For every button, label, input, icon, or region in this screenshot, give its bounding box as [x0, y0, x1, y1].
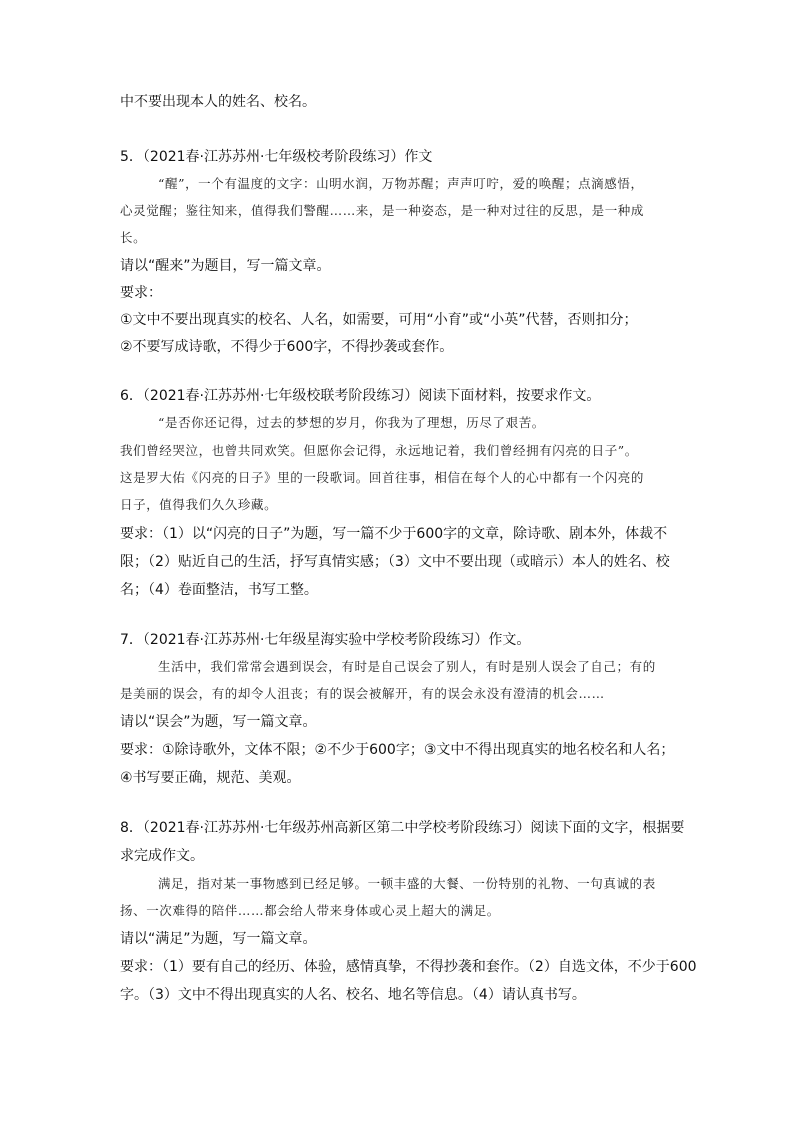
question-5-heading: 5．（2021春·江苏苏州·七年级校考阶段练习）作文	[120, 149, 433, 165]
question-6-requirement-line: 要求：（1）以“闪亮的日子”为题，写一篇不少于600字的文章，除诗歌、剧本外，体裁不	[120, 526, 668, 542]
question-6-requirement-line: 名；（4）卷面整洁，书写工整。	[120, 582, 318, 598]
question-8-heading: 求完成作文。	[120, 848, 204, 864]
question-6-heading: 6．（2021春·江苏苏州·七年级校联考阶段练习）阅读下面材料，按要求作文。	[120, 388, 601, 404]
question-7-requirement-line: ④书写要正确，规范、美观。	[120, 770, 301, 786]
question-5-material-line: “醒”，一个有温度的文字：山明水润，万物苏醒；声声叮咛，爱的唤醒；点滴感悟，	[158, 176, 644, 191]
question-8-requirement-line: 要求：（1）要有自己的经历、体验，感情真挚，不得抄袭和套作。（2）自选文体，不少于600	[120, 959, 697, 975]
question-7-material-line: 生活中，我们常常会遇到误会，有时是自己误会了别人，有时是别人误会了自己；有的	[158, 659, 656, 674]
intro-line: 中不要出现本人的姓名、校名。	[120, 94, 316, 110]
question-6-material-line: “是否你还记得，过去的梦想的岁月，你我为了理想，历尽了艰苦。	[158, 415, 545, 430]
question-8-requirement-line: 字。（3）文中不得出现真实的人名、校名、地名等信息。（4）请认真书写。	[120, 987, 586, 1003]
question-5-requirement-line: ②不要写成诗歌，不得少于600字，不得抄袭或套作。	[120, 339, 454, 355]
question-7-requirement-line: 要求：①除诗歌外，文体不限；②不少于600字；③文中不得出现真实的地名校名和人名；	[120, 742, 675, 758]
question-5-material-line: 心灵觉醒；鉴往知来，值得我们警醒……来，是一种姿态，是一种对过往的反思，是一种成	[120, 203, 645, 218]
question-8-heading: 8．（2021春·江苏苏州·七年级苏州高新区第二中学校考阶段练习）阅读下面的文字，根据要	[120, 820, 685, 836]
question-7-material-line: 是美丽的误会，有的却令人沮丧；有的误会被解开，有的误会永没有澄清的机会……	[120, 686, 605, 701]
question-8-material-line: 扬、一次难得的陪伴……都会给人带来身体或心灵上超大的满足。	[120, 903, 500, 918]
question-7-heading: 7．（2021春·江苏苏州·七年级星海实验中学校考阶段练习）作文。	[120, 632, 531, 648]
question-5-instruction: 请以“醒来”为题目，写一篇文章。	[120, 258, 331, 274]
question-7-instruction: 请以“误会”为题，写一篇文章。	[120, 714, 317, 730]
question-6-requirement-line: 限；（2）贴近自己的生活，抒写真情实感；（3）文中不要出现（或暗示）本人的姓名、校	[120, 554, 670, 570]
question-5-material-line: 长。	[120, 230, 147, 245]
question-8-material-line: 满足，指对某一事物感到已经足够。一顿丰盛的大餐、一份特别的礼物、一句真诚的表	[158, 876, 656, 891]
question-8-instruction: 请以“满足”为题，写一篇文章。	[120, 931, 317, 947]
question-5-requirement-line: 要求：	[120, 285, 162, 301]
question-5-requirement-line: ①文中不要出现真实的校名、人名，如需要，可用“小育”或“小英”代替，否则扣分；	[120, 312, 638, 328]
question-6-material-line: 日子，值得我们久久珍藏。	[120, 497, 278, 512]
question-6-material-line: 这是罗大佑《闪亮的日子》里的一段歌词。回首往事，相信在每个人的心中都有一个闪亮的	[120, 470, 645, 485]
question-6-material-line: 我们曾经哭泣，也曾共同欢笑。但愿你会记得，永远地记着，我们曾经拥有闪亮的日子”。	[120, 443, 638, 458]
